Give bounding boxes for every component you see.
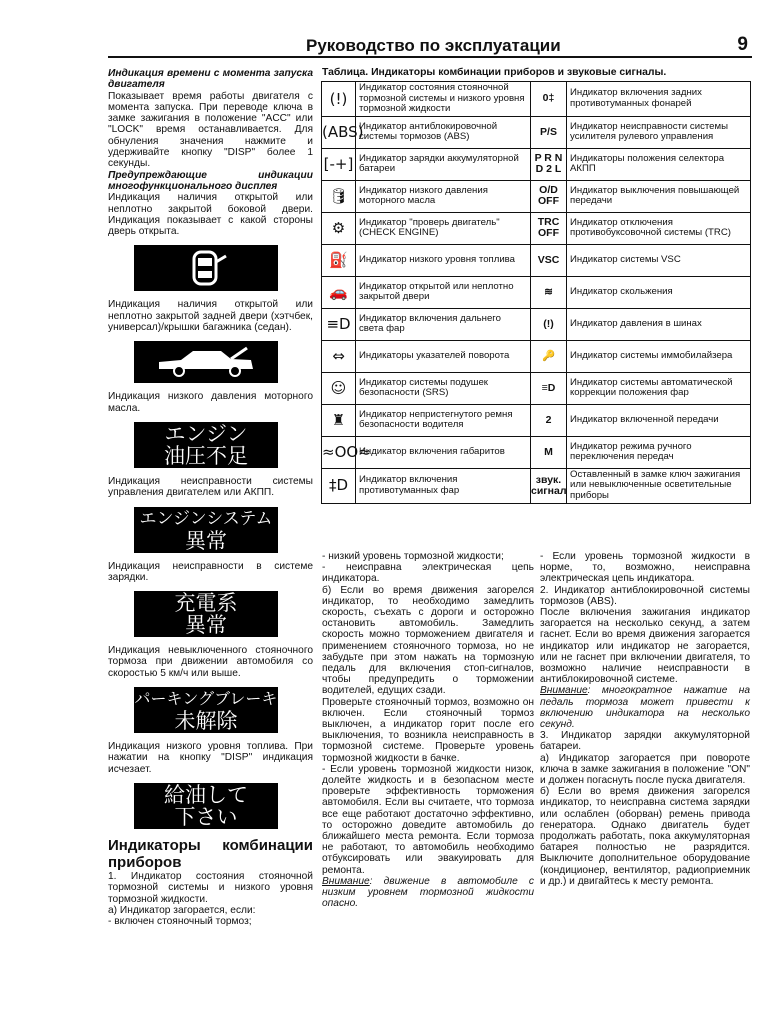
left-indicator-icon: [322, 244, 356, 276]
right-indicator-text: Индикатор системы автоматической коррекции положения фар: [570, 376, 733, 399]
table-row: [322, 372, 751, 404]
paragraph: После включения зажигания индикатор загорается на несколько секунд, а затем гаснет. Если во время движения загорается индикатор или индикатор не загорается, или не гаснет при включении двигателя, то возможно наличие неисправности в антиблокировочной системе.: [540, 607, 750, 686]
right-indicator-icon: P R N D 2 L: [534, 152, 563, 176]
table-row: [322, 276, 751, 308]
table-row: [322, 308, 751, 340]
left-indicator-text: Индикатор состояния стояночной тормозной системы и низкого уровня тормозной жидкости: [359, 82, 525, 115]
paragraph: Индикация неисправности в системе зарядки.: [108, 560, 313, 583]
left-indicator-icon: ≈OO≈: [322, 442, 371, 461]
right-indicator-text: Индикатор неисправности системы усилителя рулевого управления: [570, 120, 728, 143]
left-indicator-description: [356, 404, 531, 436]
right-indicator-description: [567, 244, 751, 276]
right-indicator-icon: ≋: [544, 285, 553, 298]
right-indicator-icon: [531, 244, 567, 276]
right-indicator-text: Индикаторы положения селектора АКПП: [570, 152, 725, 175]
left-indicator-text: Индикатор антиблокировочной системы тормозов (ABS): [359, 120, 498, 143]
left-indicator-icon: ‡D: [328, 476, 349, 495]
right-indicator-description: [567, 212, 751, 244]
right-indicator-icon: P/S: [540, 125, 557, 138]
right-indicator-icon: [531, 180, 567, 212]
left-indicator-description: [356, 180, 531, 212]
paragraph: - низкий уровень тормозной жидкости;: [322, 551, 504, 562]
section-title: Индикаторы комбинации приборов: [108, 836, 313, 871]
right-column: [540, 551, 750, 887]
left-indicator-icon: 🛢: [328, 186, 349, 205]
left-indicator-icon: [322, 340, 356, 372]
left-indicator-text: Индикаторы указателей поворота: [359, 349, 510, 361]
display-low-fuel: [134, 783, 278, 829]
right-indicator-icon: M: [544, 445, 553, 458]
warning-label: Внимание: [540, 685, 588, 697]
table-caption: Таблица. Индикаторы комбинации приборов и звуковые сигналы.: [322, 67, 667, 78]
display-door-image: [134, 245, 278, 291]
display-engine-system: [134, 507, 278, 553]
right-indicator-description: [567, 404, 751, 436]
left-indicator-description: [356, 372, 531, 404]
right-indicator-icon: [531, 276, 567, 308]
right-indicator-icon: [531, 372, 567, 404]
paragraph: Индикация невыключенного стояночного тормоза при движении автомобиля со скоростью 5 км/ч или выше.: [108, 645, 313, 679]
page-header: [108, 36, 752, 58]
left-indicator-icon: ⇔: [332, 346, 345, 365]
table-row: [322, 244, 751, 276]
right-indicator-icon: [531, 436, 567, 468]
right-indicator-description: [567, 148, 751, 180]
right-indicator-icon: [531, 404, 567, 436]
paragraph: 1. Индикатор состояния стояночной тормозной системы и низкого уровня тормозной жидкости.: [108, 870, 313, 905]
left-indicator-icon: (ABS): [322, 122, 364, 141]
right-indicator-description: [567, 276, 751, 308]
right-indicator-icon: [531, 340, 567, 372]
left-indicator-icon: (!): [329, 89, 348, 108]
warning-note: [322, 876, 534, 910]
right-indicator-description: [567, 82, 751, 117]
paragraph: а) Индикатор загорается при повороте ключа в замке зажигания в положение "ON" и должен погаснуть после пуска двигателя.: [540, 752, 750, 787]
right-indicator-icon: O/D OFF: [538, 184, 559, 208]
left-indicator-icon: ⛽: [329, 250, 348, 269]
display-oil-pressure: [134, 422, 278, 468]
display-trunk-image: [134, 341, 278, 383]
left-indicator-text: Индикатор низкого давления моторного масла: [359, 184, 488, 207]
table-row: [322, 436, 751, 468]
left-indicator-description: [356, 308, 531, 340]
left-indicator-text: Индикатор зарядки аккумуляторной батареи: [359, 152, 519, 175]
table-row: [322, 340, 751, 372]
middle-column: [322, 551, 534, 910]
right-indicator-description: [567, 436, 751, 468]
right-indicator-text: Оставленный в замке ключ зажигания или невыключенные осветительные приборы: [570, 468, 741, 501]
display-parking-brake: [134, 687, 278, 733]
left-indicator-description: [356, 340, 531, 372]
left-indicator-text: Индикатор системы подушек безопасности (SRS): [359, 376, 488, 399]
table-row: [322, 82, 751, 117]
left-indicator-icon: [322, 404, 356, 436]
right-indicator-text: Индикатор включенной передачи: [570, 413, 719, 425]
table-row: [322, 148, 751, 180]
display-line: 異常: [185, 613, 227, 638]
left-indicator-text: Индикатор включения противотуманных фар: [359, 474, 460, 496]
right-indicator-icon: 0‡: [542, 92, 555, 105]
right-indicator-text: Индикатор системы VSC: [570, 253, 681, 265]
right-indicator-text: Индикатор давления в шинах: [570, 317, 702, 329]
left-indicator-icon: [322, 276, 356, 308]
display-line: 未解除: [174, 709, 238, 734]
left-indicator-description: [356, 244, 531, 276]
paragraph: Индикация низкого уровня топлива. При нажатии на кнопку "DISP" индикация исчезает.: [108, 741, 313, 775]
left-indicator-text: Индикатор непристегнутого ремня безопасности водителя: [359, 408, 513, 431]
left-indicator-description: [356, 116, 531, 148]
display-line: 油圧不足: [164, 443, 248, 468]
left-indicator-icon: [322, 180, 356, 212]
paragraph: - включен стояночный тормоз;: [108, 916, 252, 928]
paragraph: Индикация наличия открытой или неплотно закрытой боковой двери. Индикация показывает с какой стороны дверь открыта.: [108, 192, 313, 238]
section-heading: Предупреждающие индикации многофункционального дисплея: [108, 169, 313, 192]
right-indicator-description: [567, 308, 751, 340]
left-indicator-text: Индикатор включения дальнего света фар: [359, 312, 501, 335]
table-row: [322, 468, 751, 503]
right-indicator-icon: [531, 308, 567, 340]
table-row: [322, 212, 751, 244]
left-indicator-icon: [322, 148, 356, 180]
left-indicator-icon: [322, 212, 356, 244]
display-line: パーキングブレーキ: [134, 689, 278, 709]
left-indicator-description: [356, 212, 531, 244]
paragraph: Показывает время работы двигателя с момента запуска. При переводе ключа в замке зажигания в положение "ACC" или "LOCK" время останавливается. Для обнуления значения нажмите и удерживайте кнопку "DISP" более 1 секунды.: [108, 90, 313, 170]
warning-text: : движение в автомобиле с низким уровнем тормозной жидкости опасно.: [322, 875, 534, 910]
left-indicator-icon: [-+]: [323, 154, 354, 173]
table-row: [322, 116, 751, 148]
right-indicator-icon: [531, 82, 567, 117]
right-indicator-icon: 🔑: [541, 349, 556, 362]
left-indicator-text: Индикатор открытой или неплотно закрытой двери: [359, 280, 514, 303]
paragraph: 2. Индикатор антиблокировочной системы тормозов (ABS).: [540, 584, 750, 607]
warning-label: Внимание: [322, 875, 370, 887]
paragraph: Индикация неисправности системы управления двигателем или АКПП.: [108, 475, 313, 499]
left-indicator-icon: ☺: [330, 378, 347, 397]
left-indicator-icon: [322, 308, 356, 340]
indicator-table: [321, 81, 751, 504]
display-charging-system: [134, 591, 278, 637]
paragraph: - неисправна электрическая цепь индикатора.: [322, 562, 534, 585]
left-indicator-description: [356, 436, 531, 468]
display-line: エンジン: [164, 421, 248, 446]
display-line: 下さい: [174, 804, 238, 829]
right-indicator-text: Индикатор режима ручного переключения передач: [570, 440, 692, 463]
left-indicator-icon: [322, 436, 371, 468]
paragraph: б) Если во время движения загорелся индикатор, то необходимо замедлить скорость, съехать с дороги и осторожно остановить автомобиль. Замедлить скорость можно торможением двигателя и применением стояночного тормоза, но не забудьте при этом нажать на тормозную педаль для включения стоп-сигналов, чтобы предупредить о торможении водителей, едущих сзади.: [322, 584, 534, 697]
left-indicator-icon: ≡D: [326, 314, 351, 333]
paragraph: Индикация низкого давления моторного масла.: [108, 391, 313, 414]
right-indicator-icon: TRC OFF: [537, 216, 560, 240]
left-indicator-icon: [322, 82, 356, 117]
paragraph: - Если уровень тормозной жидкости низок, долейте жидкость и в безопасном месте проверьте эффективность торможения автомобиля. Если вы считаете, что тормоза все еще работают достаточно эффективно, то осторожно доведите автомобиль до ближайшего места ремонта. Если тормоза не работают, то автомобиль необходимо отбуксировать или эвакуировать для ремонта.: [322, 763, 534, 876]
section-heading: Индикация времени с момента запуска двигателя: [108, 68, 313, 91]
display-line: エンジンシステム: [139, 508, 273, 529]
left-indicator-description: [356, 82, 531, 117]
right-indicator-icon: [531, 148, 567, 180]
left-indicator-description: [356, 148, 531, 180]
right-indicator-description: [567, 340, 751, 372]
right-indicator-icon: [531, 212, 567, 244]
paragraph: Индикация наличия открытой или неплотно закрытой задней двери (хэтчбек, универсал)/крышки багажника (седан).: [108, 299, 313, 334]
paragraph: б) Если во время движения загорелся индикатор, то неисправна система зарядки или ослаблен (оборван) ремень привода генератора. Однако двигатель будет продолжать работать, пока аккумуляторная батарея полностью не разрядится. Выключите дополнительное оборудование (кондиционер, вентилятор, радиоприемник и др.) и двигайтесь к месту ремонта.: [540, 786, 750, 887]
right-indicator-icon: (!): [543, 317, 554, 330]
right-indicator-icon: [531, 468, 567, 503]
right-indicator-text: Индикатор системы иммобилайзера: [570, 349, 733, 361]
left-indicator-icon: [322, 116, 364, 148]
right-indicator-text: Индикатор скольжения: [570, 285, 673, 297]
right-indicator-description: [567, 468, 751, 503]
left-indicator-icon: ⚙: [331, 218, 346, 237]
paragraph: Проверьте стояночный тормоз, возможно он включен. Если стояночный тормоз выключен, а индикатор горит после его выключения, то возникла неисправность в тормозной системе. Проверьте уровень тормозной жидкости в бачке.: [322, 696, 534, 764]
display-line: 充電系: [174, 591, 238, 616]
table-row: [322, 404, 751, 436]
left-column: [108, 68, 313, 927]
left-indicator-description: [356, 468, 531, 503]
left-indicator-text: Индикатор низкого уровня топлива: [359, 253, 516, 265]
right-indicator-icon: VSC: [537, 253, 560, 266]
warning-note: [540, 685, 750, 730]
right-indicator-text: Индикатор выключения повышающей передачи: [570, 184, 740, 207]
paragraph: а) Индикатор загорается, если:: [108, 904, 256, 916]
warning-text: : многократное нажатие на педаль тормоза может привести к включению индикатора на несколько секунд.: [540, 685, 750, 731]
right-indicator-description: [567, 372, 751, 404]
paragraph: - Если уровень тормозной жидкости в норме, то, возможно, неисправна электрическая цепь индикатора.: [540, 551, 750, 585]
left-indicator-icon: ♜: [331, 410, 346, 429]
left-indicator-icon: 🚗: [329, 282, 348, 301]
left-indicator-description: [356, 276, 531, 308]
page-title: Руководство по эксплуатации: [306, 36, 561, 55]
right-indicator-description: [567, 180, 751, 212]
right-indicator-icon: ≡D: [541, 381, 556, 394]
page-number: 9: [737, 34, 748, 55]
table-row: [322, 180, 751, 212]
right-indicator-text: Индикатор отключения противобуксовочной системы (TRC): [570, 216, 731, 239]
right-indicator-icon: звук. сигнал: [531, 473, 567, 497]
right-indicator-icon: 2: [545, 413, 552, 426]
right-indicator-text: Индикатор включения задних противотуманных фонарей: [570, 87, 702, 109]
left-indicator-icon: [322, 372, 356, 404]
paragraph: 3. Индикатор зарядки аккумуляторной батареи.: [540, 730, 750, 753]
display-line: 給油して: [164, 782, 248, 807]
right-indicator-icon: [531, 116, 567, 148]
left-indicator-text: Индикатор включения габаритов: [359, 445, 505, 457]
left-indicator-text: Индикатор "проверь двигатель" (CHECK ENGINE): [359, 216, 500, 239]
display-line: 異常: [185, 528, 227, 553]
left-indicator-icon: [322, 468, 356, 503]
right-indicator-description: [567, 116, 751, 148]
